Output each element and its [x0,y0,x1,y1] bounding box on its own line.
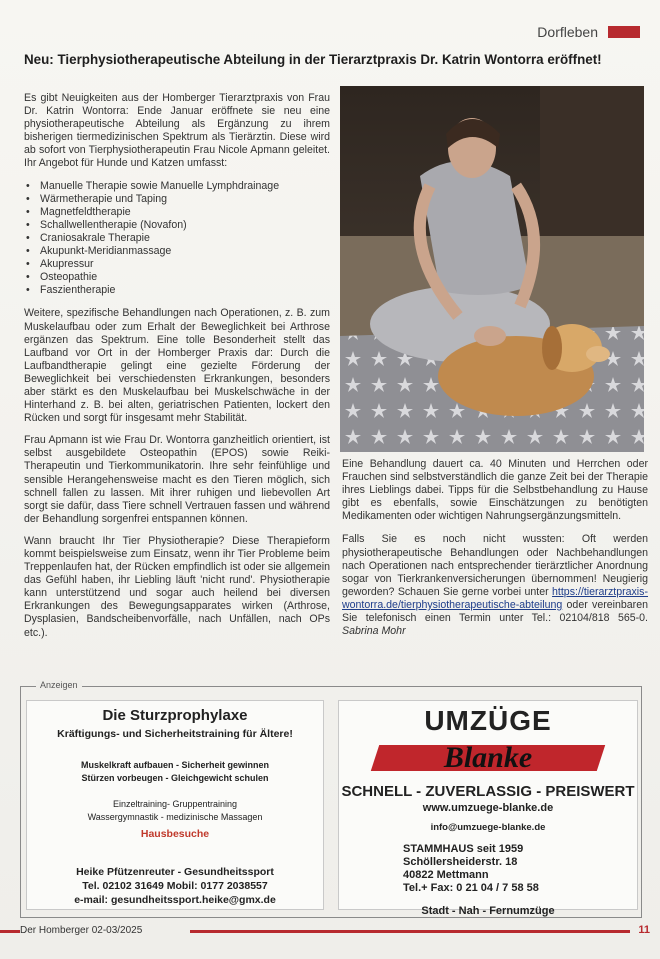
ad-city: 40822 Mettmann [403,869,489,881]
ad-address [403,843,637,895]
page-number: 11 [638,924,650,936]
article-left-column [24,92,330,649]
list-item: • Osteopathie [40,271,330,284]
list-item: • Schallwellentherapie (Novafon) [40,219,330,232]
ad-sturzprophylaxe [26,700,324,910]
article-headline: Neu: Tierphysiotherapeutische Abteilung in der Tierarztpraxis Dr. Katrin Wontorra eröffnet! [24,52,602,67]
ad-title: UMZÜGE [424,705,552,736]
list-item: • Faszientherapie [40,284,330,297]
footer-issue: Der Homberger 02-03/2025 [20,925,143,936]
contact-text: Falls Sie es noch nicht wussten: Oft werden physiotherapeutische Behandlungen oder Nachbehandlungen nach Operationen nach entsprechender tierärztlicher Anordnung sogar von Tierkrankenversicherungen übernommen! Neugierig geworden? Schauen Sie gerne vorbei unter [342,533,648,598]
ads-label: Anzeigen [36,680,82,690]
article-paragraph: Eine Behandlung dauert ca. 40 Minuten und Herrchen oder Frauchen sind selbstverständlich die ganze Zeit bei der Therapie ihres Lieblings dabei. Tipps für die Selbstbehandlung zu Hause gibt es ebenfalls, sowie Einschätzungen zu benötigten Medikamenten oder wichtigen Nahrungsergänzungsmitteln. [342,458,648,523]
ad-hq: STAMMHAUS seit 1959 [403,843,524,855]
ad-line: Muskelkraft aufbauen - Sicherheit gewinnen [80,760,270,770]
list-item: • Akupressur [40,258,330,271]
ad-contact-email: e-mail: gesundheitssport.heike@gmx.de [74,894,276,906]
list-item: • Wärmetherapie und Taping [40,193,330,206]
ad-line: Stürzen vorbeugen - Gleichgewicht schulen [81,773,269,783]
ad-website: www.umzuege-blanke.de [422,802,554,814]
article-paragraph: Frau Apmann ist wie Frau Dr. Wontorra ganzheitlich orientiert, ist selbst ausgebildete Osteopathin (EPOS) sowie Reiki-Therapeutin und Tierkommunikatorin. Ihre sehr feinfühlige und sensible Herangehensweise macht es den Tieren möglich, sich schnell fallen zu lassen. Mit ihrer ruhigen und liebevollen Art sorgt sie dafür, dass Tiere schnell Vertrauen fassen und während der Behandlung sorgenfrei entspannen können. [24,434,330,525]
ad-email: info@umzuege-blanke.de [430,822,546,833]
ad-services: Stadt - Nah - Fernumzüge [421,905,555,917]
ad-subtitle: Kräftigungs- und Sicherheitstraining für Ältere! [57,728,293,740]
footer-rule [190,930,630,933]
brand-name: Blanke [443,741,533,774]
list-item: • Craniosakrale Therapie [40,232,330,245]
article-paragraph: Weitere, spezifische Behandlungen nach Operationen, z. B. zum Muskelaufbau oder zum Erhalt der Beweglichkeit bei Arthrose ergänzen das Spektrum. Eine tolle Besonderheit stellt das Laufband vor Ort in der Homberger Praxis dar: Durch die Laufbandtherapie gelingt eine gezielte Förderung der Beweglichkeit bei verschiedensten Erkrankungen, besonders aber stärkt es den Muskelaufbau bei Muskelschwäche in der Hinterhand z. B. bei alten, geriatrischen Patienten, lockert den Rücken und sorgt für insgesamt mehr Stabilität. [24,307,330,425]
photo-therapist-with-dog [340,86,644,452]
ad-contact-phone: Tel. 02102 31649 Mobil: 0177 2038557 [82,880,268,892]
article-intro: Es gibt Neuigkeiten aus der Homberger Tierarztpraxis von Frau Dr. Katrin Wontorra: Ende Januar eröffnete sie neu eine physiotherapeutische Abteilung als Ergänzung zu ihrem bisherigen tiermedizinischen Spektrum als Tierärztin. Diese wird ab sofort von Tierphysiotherapeutin Frau Nicole Apmann geleitet. Ihr Angebot für Hunde und Katzen umfasst: [24,92,330,170]
contact-text-end: oder vereinbaren Sie telefonisch einen Termin unter Tel.: 02104/818 565-0. [342,598,648,625]
article-paragraph: Wann braucht Ihr Tier Physiotherapie? Diese Therapieform kommt beispielsweise zum Einsatz, wenn ihr Tier Probleme beim Treppenlaufen hat, der Rücken empfindlich ist oder sie allgemein das Gefühl haben, ihr Liebling läuft 'nicht rund'. Physiotherapie kann unterstützend und sogar auch heilend bei diversen Erkrankungen des Bewegungsapparates wirken (Arthrose, Dysplasien, Bandscheibenvorfälle, nach Unfällen, nach OPs etc.). [24,534,330,639]
footer-rule-left [0,930,20,933]
article-author: Sabrina Mohr [342,625,406,638]
ad-line: Wassergymnastik - medizinische Massagen [87,812,263,822]
section-header [537,24,640,40]
ad-street: Schöllersheiderstr. 18 [403,856,518,868]
article-right-column [342,458,648,648]
list-item: • Magnetfeldtherapie [40,206,330,219]
ad-title: Die Sturzprophylaxe [102,707,248,724]
ad-slogan: SCHNELL - ZUVERLASSIG - PREISWERT [341,783,635,800]
article-paragraph-contact [342,533,648,638]
section-label: Dorfleben [537,24,598,40]
section-accent-bar [608,26,640,38]
ad-contact-name: Heike Pfützenreuter - Gesundheitssport [76,866,274,878]
ad-phone: Tel.+ Fax: 0 21 04 / 7 58 58 [403,882,539,894]
ad-highlight: Hausbesuche [140,828,210,840]
list-item: • Manuelle Therapie sowie Manuelle Lymphdrainage [40,180,330,193]
ad-umzuege-blanke [338,700,638,917]
list-item: • Akupunkt-Meridianmassage [40,245,330,258]
article-photo [340,86,644,452]
practice-website-link[interactable]: https://tierarztpraxis-wontorra.de/tierphysiotherapeutische-abteilung [342,585,648,611]
ad-line: Einzeltraining- Gruppentraining [112,799,238,809]
brand-logo [375,737,601,779]
services-list [40,180,330,298]
